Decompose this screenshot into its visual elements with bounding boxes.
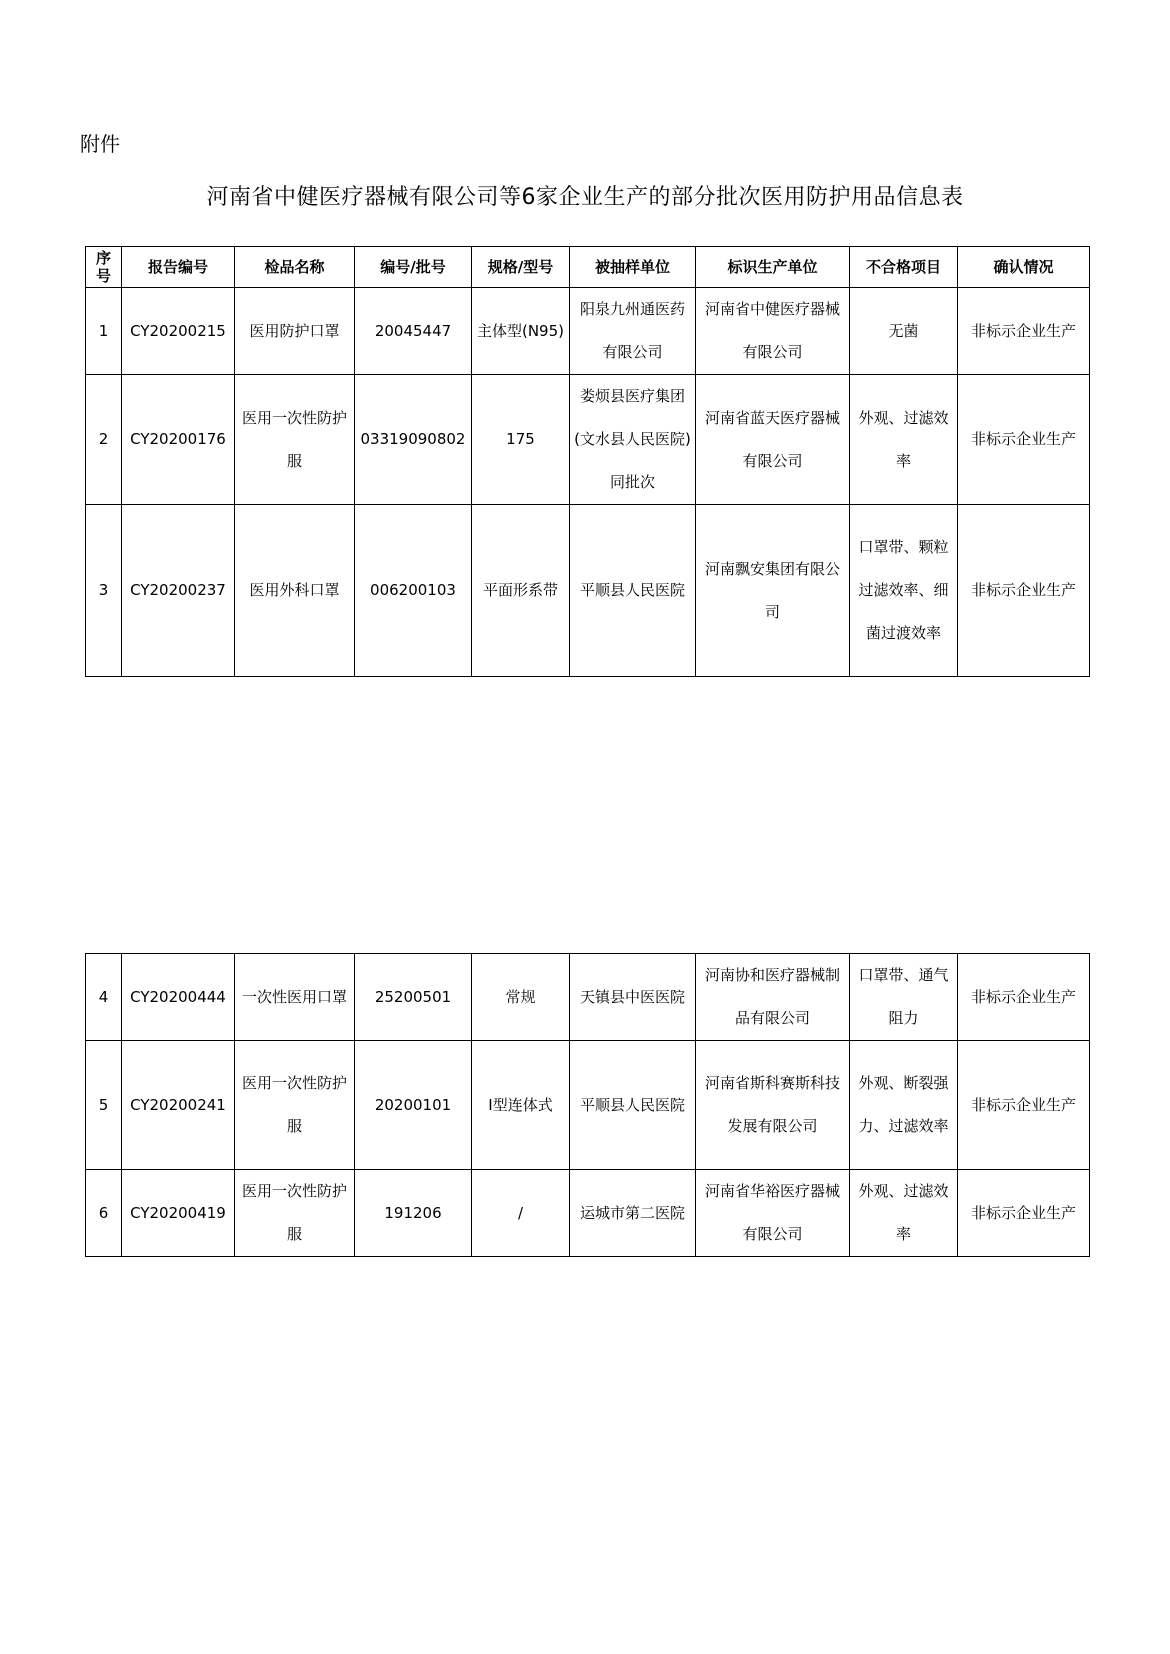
cell-product-name: 医用外科口罩 xyxy=(235,505,355,677)
header-product-name: 检品名称 xyxy=(235,247,355,288)
cell-seq: 2 xyxy=(86,375,122,505)
cell-report-no: CY20200176 xyxy=(122,375,235,505)
cell-batch-no: 006200103 xyxy=(355,505,472,677)
cell-product-name: 医用防护口罩 xyxy=(235,288,355,375)
cell-report-no: CY20200237 xyxy=(122,505,235,677)
header-report-no: 报告编号 xyxy=(122,247,235,288)
cell-seq: 5 xyxy=(86,1041,122,1170)
cell-spec: 平面形系带 xyxy=(472,505,570,677)
header-sampled-unit: 被抽样单位 xyxy=(570,247,696,288)
cell-failed-items: 外观、过滤效率 xyxy=(850,375,958,505)
cell-sampled-unit: 天镇县中医医院 xyxy=(570,954,696,1041)
table-row xyxy=(86,288,1090,375)
cell-manufacturer: 河南省华裕医疗器械有限公司 xyxy=(696,1170,850,1257)
cell-confirmation: 非标示企业生产 xyxy=(958,288,1090,375)
cell-failed-items: 口罩带、通气阻力 xyxy=(850,954,958,1041)
cell-seq: 6 xyxy=(86,1170,122,1257)
cell-seq: 1 xyxy=(86,288,122,375)
header-seq: 序号 xyxy=(86,247,122,288)
cell-sampled-unit: 平顺县人民医院 xyxy=(570,1041,696,1170)
cell-confirmation: 非标示企业生产 xyxy=(958,1170,1090,1257)
cell-sampled-unit: 平顺县人民医院 xyxy=(570,505,696,677)
cell-sampled-unit: 运城市第二医院 xyxy=(570,1170,696,1257)
header-failed-items: 不合格项目 xyxy=(850,247,958,288)
cell-batch-no: 191206 xyxy=(355,1170,472,1257)
cell-report-no: CY20200241 xyxy=(122,1041,235,1170)
cell-product-name: 医用一次性防护服 xyxy=(235,1041,355,1170)
table-row xyxy=(86,1041,1090,1170)
attachment-label: 附件 xyxy=(80,132,120,156)
cell-report-no: CY20200215 xyxy=(122,288,235,375)
header-batch-no: 编号/批号 xyxy=(355,247,472,288)
cell-spec: 175 xyxy=(472,375,570,505)
cell-manufacturer: 河南省斯科赛斯科技发展有限公司 xyxy=(696,1041,850,1170)
cell-spec: 常规 xyxy=(472,954,570,1041)
table-row xyxy=(86,1170,1090,1257)
cell-failed-items: 外观、过滤效率 xyxy=(850,1170,958,1257)
table-row xyxy=(86,954,1090,1041)
cell-manufacturer: 河南省蓝天医疗器械有限公司 xyxy=(696,375,850,505)
cell-manufacturer: 河南省中健医疗器械有限公司 xyxy=(696,288,850,375)
cell-batch-no: 20200101 xyxy=(355,1041,472,1170)
cell-failed-items: 口罩带、颗粒过滤效率、细菌过渡效率 xyxy=(850,505,958,677)
cell-spec: I型连体式 xyxy=(472,1041,570,1170)
cell-manufacturer: 河南协和医疗器械制品有限公司 xyxy=(696,954,850,1041)
cell-product-name: 医用一次性防护服 xyxy=(235,375,355,505)
table-header-row xyxy=(86,247,1090,288)
info-table-part-1 xyxy=(85,246,1090,677)
cell-report-no: CY20200444 xyxy=(122,954,235,1041)
header-spec: 规格/型号 xyxy=(472,247,570,288)
cell-confirmation: 非标示企业生产 xyxy=(958,1041,1090,1170)
cell-sampled-unit: 阳泉九州通医药有限公司 xyxy=(570,288,696,375)
cell-confirmation: 非标示企业生产 xyxy=(958,954,1090,1041)
cell-confirmation: 非标示企业生产 xyxy=(958,375,1090,505)
cell-sampled-unit: 娄烦县医疗集团(文水县人民医院)同批次 xyxy=(570,375,696,505)
cell-spec: 主体型(N95) xyxy=(472,288,570,375)
table-row xyxy=(86,505,1090,677)
cell-product-name: 医用一次性防护服 xyxy=(235,1170,355,1257)
cell-report-no: CY20200419 xyxy=(122,1170,235,1257)
cell-product-name: 一次性医用口罩 xyxy=(235,954,355,1041)
header-manufacturer: 标识生产单位 xyxy=(696,247,850,288)
cell-failed-items: 无菌 xyxy=(850,288,958,375)
cell-seq: 3 xyxy=(86,505,122,677)
cell-manufacturer: 河南飘安集团有限公司 xyxy=(696,505,850,677)
cell-batch-no: 25200501 xyxy=(355,954,472,1041)
info-table-part-2 xyxy=(85,953,1090,1257)
cell-seq: 4 xyxy=(86,954,122,1041)
cell-failed-items: 外观、断裂强力、过滤效率 xyxy=(850,1041,958,1170)
cell-spec: / xyxy=(472,1170,570,1257)
page-title: 河南省中健医疗器械有限公司等6家企业生产的部分批次医用防护用品信息表 xyxy=(206,185,964,210)
header-confirmation: 确认情况 xyxy=(958,247,1090,288)
cell-confirmation: 非标示企业生产 xyxy=(958,505,1090,677)
cell-batch-no: 03319090802 xyxy=(355,375,472,505)
table-row xyxy=(86,375,1090,505)
cell-batch-no: 20045447 xyxy=(355,288,472,375)
